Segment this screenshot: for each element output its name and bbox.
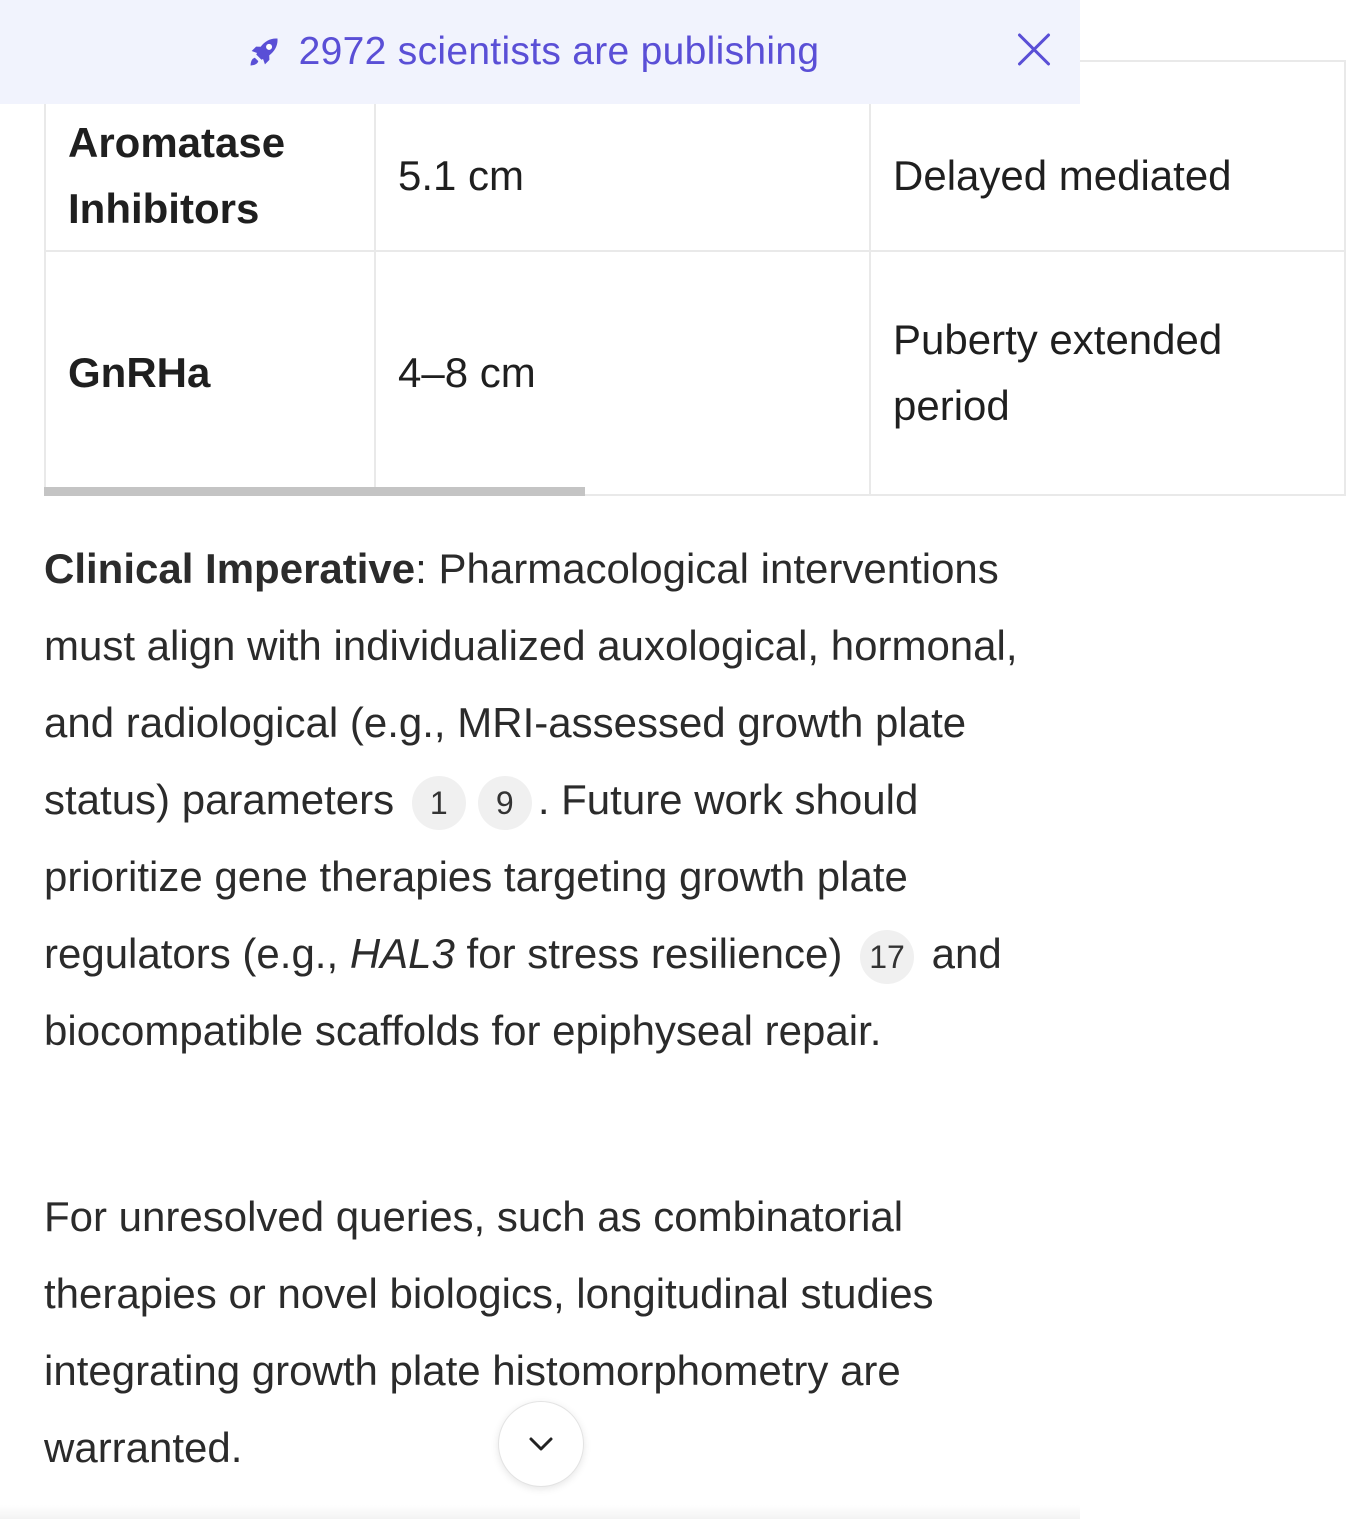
table-cell-treatment: Aromatase Inhibitors (45, 61, 375, 251)
table-cell-note: Puberty extended period (870, 251, 1345, 495)
table-cell-note: Delayed mediated (870, 61, 1345, 251)
paragraph-text: . Future work should prioritize gene therapies targeting growth plate regulators (e.g., (44, 776, 919, 977)
chevron-down-icon (528, 1436, 554, 1452)
bottom-divider (0, 1505, 1080, 1519)
paragraph-heading: Clinical Imperative (44, 545, 416, 592)
paragraph-text: for stress resilience) (454, 930, 843, 977)
citation-badge[interactable]: 9 (478, 776, 532, 830)
citation-badge[interactable]: 17 (860, 930, 914, 984)
gene-name: HAL3 (349, 930, 455, 977)
paragraph-text: and biocompatible scaffolds for epiphyseal repair. (44, 930, 1002, 1054)
close-icon[interactable] (1014, 30, 1054, 70)
scroll-down-button[interactable] (498, 1401, 584, 1487)
table-row (45, 251, 1345, 495)
paragraph-text: : Pharmacological interventions must align with individualized auxological, hormonal, and radiological (e.g., MRI-assessed growth plate status) parameters (44, 545, 1018, 823)
table-cell-treatment: GnRHa (45, 251, 375, 495)
table-cell-value: 5.1 cm (375, 61, 870, 251)
citation-badge[interactable]: 1 (412, 776, 466, 830)
publishing-banner[interactable] (0, 0, 1080, 104)
banner-text: 2972 scientists are publishing (298, 30, 820, 73)
comparison-table[interactable] (44, 60, 1232, 496)
clinical-imperative-paragraph (44, 530, 1044, 1069)
rocket-icon (245, 33, 283, 71)
table-horizontal-scrollbar[interactable] (44, 487, 585, 496)
table-cell-value: 4–8 cm (375, 251, 870, 495)
unresolved-queries-paragraph: For unresolved queries, such as combinatorial therapies or novel biologics, longitudinal studies integrating growth plate histomorphometry are warranted. (44, 1193, 934, 1471)
